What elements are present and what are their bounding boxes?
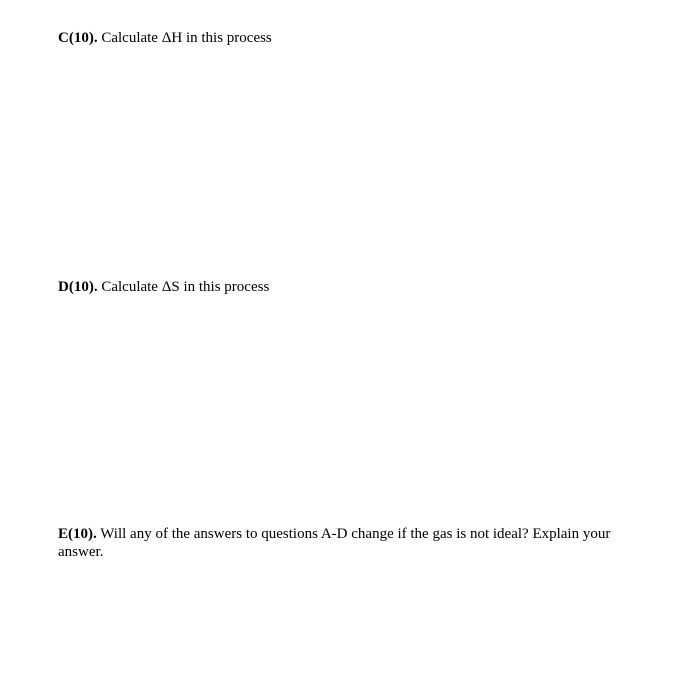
question-d-label: D(10). bbox=[58, 279, 98, 295]
question-c bbox=[58, 29, 618, 47]
question-d-text: Calculate ΔS in this process bbox=[97, 279, 270, 295]
question-d bbox=[58, 278, 618, 296]
question-e-text: Will any of the answers to questions A-D change if the gas is not ideal? Explain your answer. bbox=[58, 526, 611, 560]
question-c-text: Calculate ΔH in this process bbox=[97, 30, 272, 46]
question-c-label: C(10). bbox=[58, 30, 98, 46]
question-e bbox=[58, 525, 618, 561]
question-e-label: E(10). bbox=[58, 526, 97, 542]
